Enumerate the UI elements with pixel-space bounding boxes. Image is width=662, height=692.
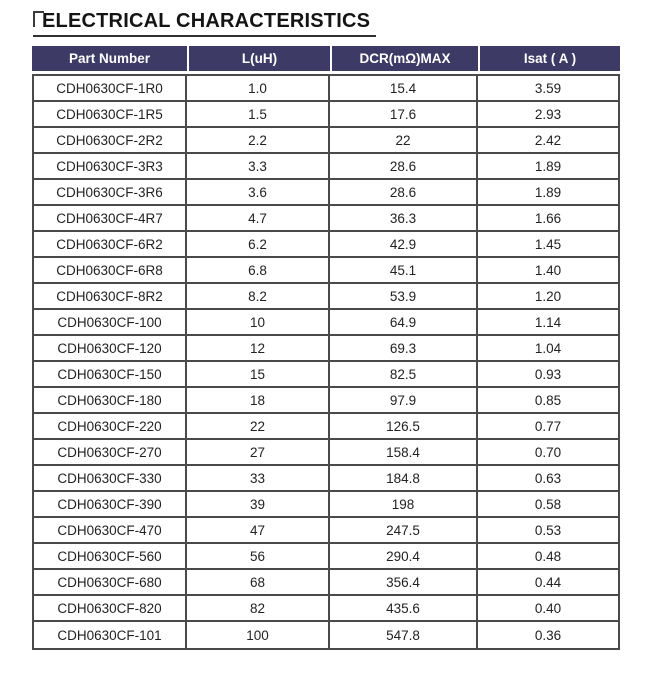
table-cell: 33	[187, 466, 330, 490]
table-cell: CDH0630CF-270	[34, 440, 187, 464]
table-cell: 1.66	[534, 210, 562, 226]
table-cell: 1.14	[534, 314, 562, 330]
table-row	[34, 336, 618, 362]
table-cell: CDH0630CF-4R7	[34, 206, 187, 230]
table-row	[34, 622, 618, 648]
table-cell: 547.8	[330, 622, 478, 648]
table-cell: 0.85	[534, 392, 562, 408]
table-cell: 15.4	[330, 76, 478, 100]
table-cell: 2.42	[534, 132, 562, 148]
table-cell: 198	[330, 492, 478, 516]
table-cell: 1.40	[534, 262, 562, 278]
header-inductance: L(uH)	[187, 46, 330, 71]
header-isat: Isat ( A )	[478, 46, 620, 71]
table-cell: 28.6	[330, 180, 478, 204]
table-cell: CDH0630CF-180	[34, 388, 187, 412]
table-cell: CDH0630CF-3R3	[34, 154, 187, 178]
table-row	[34, 258, 618, 284]
table-cell: CDH0630CF-6R2	[34, 232, 187, 256]
table-cell: 64.9	[330, 310, 478, 334]
table-cell: 247.5	[330, 518, 478, 542]
table-cell: 8.2	[187, 284, 330, 308]
table-cell: 435.6	[330, 596, 478, 620]
table-cell: 126.5	[330, 414, 478, 438]
table-cell: 36.3	[330, 206, 478, 230]
table-cell: CDH0630CF-1R5	[34, 102, 187, 126]
table-row	[34, 492, 618, 518]
table-cell: 0.63	[534, 470, 562, 486]
table-row	[34, 102, 618, 128]
table-cell: 100	[187, 622, 330, 648]
table-cell: 1.04	[534, 340, 562, 356]
table-cell: 47	[187, 518, 330, 542]
table-cell: 1.89	[534, 184, 562, 200]
table-cell: CDH0630CF-100	[34, 310, 187, 334]
table-row	[34, 128, 618, 154]
table-cell: 1.0	[187, 76, 330, 100]
table-cell: 28.6	[330, 154, 478, 178]
table-cell: CDH0630CF-390	[34, 492, 187, 516]
table-row	[34, 284, 618, 310]
table-cell: CDH0630CF-101	[34, 622, 187, 648]
table-row	[34, 440, 618, 466]
table-cell: 27	[187, 440, 330, 464]
electrical-characteristics-table	[32, 46, 620, 650]
table-cell: 0.77	[534, 418, 562, 434]
table-cell: 1.89	[534, 158, 562, 174]
table-cell: CDH0630CF-8R2	[34, 284, 187, 308]
table-cell: 42.9	[330, 232, 478, 256]
table-cell: 290.4	[330, 544, 478, 568]
table-cell: 0.48	[534, 548, 562, 564]
table-cell: CDH0630CF-820	[34, 596, 187, 620]
table-cell: CDH0630CF-120	[34, 336, 187, 360]
title-block	[33, 8, 376, 37]
table-cell: 1.20	[534, 288, 562, 304]
table-row	[34, 232, 618, 258]
table-cell: 56	[187, 544, 330, 568]
table-row	[34, 518, 618, 544]
table-cell: CDH0630CF-2R2	[34, 128, 187, 152]
table-cell: 39	[187, 492, 330, 516]
table-cell: CDH0630CF-3R6	[34, 180, 187, 204]
table-cell: 10	[187, 310, 330, 334]
table-cell: 0.40	[534, 600, 562, 616]
table-body	[32, 74, 620, 650]
table-row	[34, 414, 618, 440]
table-cell: 0.44	[534, 574, 562, 590]
table-cell: 45.1	[330, 258, 478, 282]
table-cell: 97.9	[330, 388, 478, 412]
table-cell: CDH0630CF-150	[34, 362, 187, 386]
table-cell: 0.53	[534, 522, 562, 538]
table-cell: 12	[187, 336, 330, 360]
table-cell: 22	[330, 128, 478, 152]
table-cell: 184.8	[330, 466, 478, 490]
table-row	[34, 76, 618, 102]
table-row	[34, 596, 618, 622]
table-row	[34, 388, 618, 414]
table-cell: 17.6	[330, 102, 478, 126]
page-title: ELECTRICAL CHARACTERISTICS	[42, 10, 371, 32]
table-cell: 0.70	[534, 444, 562, 460]
table-header-row	[32, 46, 620, 71]
table-cell: CDH0630CF-6R8	[34, 258, 187, 282]
table-cell: 68	[187, 570, 330, 594]
table-cell: 2.2	[187, 128, 330, 152]
header-dcr-max: DCR(mΩ)MAX	[330, 46, 478, 71]
table-cell: 6.2	[187, 232, 330, 256]
table-cell: 82.5	[330, 362, 478, 386]
table-cell: 18	[187, 388, 330, 412]
table-cell: 158.4	[330, 440, 478, 464]
table-row	[34, 544, 618, 570]
table-row	[34, 206, 618, 232]
table-cell: 3.3	[187, 154, 330, 178]
table-cell: 1.5	[187, 102, 330, 126]
table-row	[34, 154, 618, 180]
table-cell: 2.93	[534, 106, 562, 122]
table-cell: 0.36	[534, 627, 562, 643]
table-cell: 3.6	[187, 180, 330, 204]
table-row	[34, 466, 618, 492]
table-row	[34, 180, 618, 206]
table-cell: 4.7	[187, 206, 330, 230]
table-cell: 0.58	[534, 496, 562, 512]
table-cell: CDH0630CF-680	[34, 570, 187, 594]
table-cell: CDH0630CF-220	[34, 414, 187, 438]
table-cell: 1.45	[534, 236, 562, 252]
table-row	[34, 362, 618, 388]
table-cell: 53.9	[330, 284, 478, 308]
table-cell: CDH0630CF-470	[34, 518, 187, 542]
table-cell: CDH0630CF-330	[34, 466, 187, 490]
table-cell: 69.3	[330, 336, 478, 360]
table-row	[34, 570, 618, 596]
table-cell: 15	[187, 362, 330, 386]
table-cell: 82	[187, 596, 330, 620]
header-part-number: Part Number	[68, 51, 151, 66]
table-cell: 3.59	[534, 80, 562, 96]
table-cell: 0.93	[534, 366, 562, 382]
table-cell: 356.4	[330, 570, 478, 594]
table-cell: CDH0630CF-1R0	[34, 76, 187, 100]
table-cell: 6.8	[187, 258, 330, 282]
table-cell: 22	[187, 414, 330, 438]
table-cell: CDH0630CF-560	[34, 544, 187, 568]
table-row	[34, 310, 618, 336]
